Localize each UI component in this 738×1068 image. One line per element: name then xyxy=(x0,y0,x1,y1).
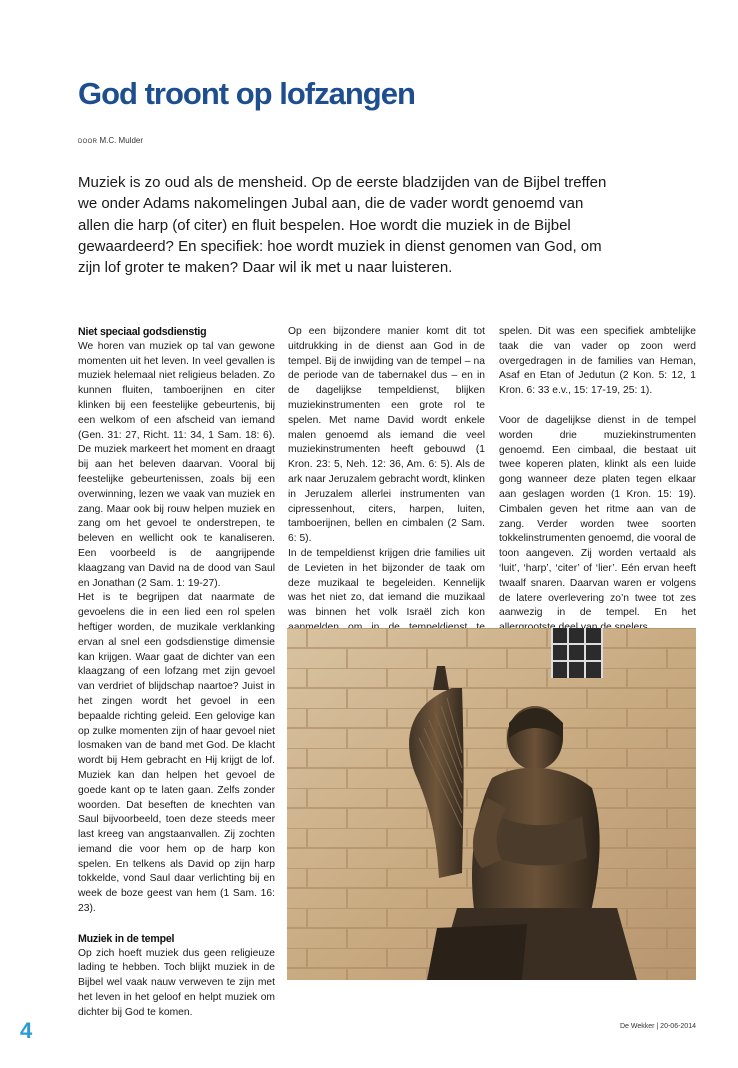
body-paragraph: We horen van muziek op tal van gewone momenten uit het leven. In veel gevallen is muziek helemaal niet religieus beladen. Zo kunnen fluiten, tamboerijnen en citer klinken bij een feestelijke gebeurtenis, bij een welkom of een afscheid van iemand (Gen. 31: 27, Richt. 11: 34, 1 Sam. 18: 6). De muziek markeert het moment en draagt bij aan het beleven daarvan. Vooral bij feestelijke gebeurtenissen, zoals bij een overwinning, lezen we vaak van muziek en zang. Maar ook bij rouw helpen muziek en zang om het gevoel te onderstrepen, te beleven en wellicht ook te kanaliseren. Een voorbeeld is de aangrijpende klaagzang van David na de dood van Saul en Jonathan (2 Sam. 1: 19-27). xyxy=(78,340,275,589)
byline xyxy=(78,136,143,145)
body-paragraph: In de tempeldienst krijgen drie families uit de Levieten in het bijzonder de taak om deze muzikaal te begeleiden. Kennelijk was het niet zo, dat iemand die muzikaal was binnen het volk Israël zich kon xyxy=(288,547,485,619)
intro-paragraph: Muziek is zo oud als de mensheid. Op de eerste bladzijden van de Bijbel treffen we onder Adams nakomelingen Jubal aan, die de vader wordt genoemd van allen die harp (of citer) en fluit bespelen. Hoe wordt die muziek in de Bijbel gewaardeerd? En specifiek: hoe wordt muziek in dienst genomen van God, om zijn lof groter te maken? Daar wil ik met u naar luisteren. xyxy=(78,174,607,277)
body-paragraph: Op een bijzondere manier komt dit tot uitdrukking in de dienst aan God in de tempel. Bij de inwijding van de tempel – na de periode van de tabernakel dus – en in de dagelijkse tempeldienst, blijken muziekinstrumenten een grote rol te spelen. Met name David wordt enkele malen genoemd als iemand die veel muziekinstrumenten heeft gebouwd (1 Kron. 23: 5, Neh. 12: 36, Am. 6: 5). Als de ark naar Jeruzalem gebracht wordt, klinken in Jeruzalem allerlei instrumenten van cipressenhout, citers, harpen, luiten, tamboerijnen, bellen en cimbalen (2 Sam. 6: 5). xyxy=(288,326,485,545)
body-paragraph: Op zich hoeft muziek dus geen religieuze lading te hebben. Toch blijkt muziek in de Bijbel wel vaak nauw verweven te zijn met het leven in het geloof en helpt muziek om dichter bij God te komen. xyxy=(78,947,275,1018)
text-column-3 xyxy=(499,325,696,636)
statue-of-david-with-harp-image xyxy=(287,628,696,980)
text-column-1 xyxy=(78,325,275,1021)
byline-prefix: DOOR xyxy=(78,139,98,145)
page-number: 4 xyxy=(20,1018,33,1043)
article-title: God troont op lofzangen xyxy=(78,76,415,111)
body-paragraph: spelen. Dit was een specifiek ambtelijke taak die van vader op zoon werd overgedragen in de families van Heman, Asaf en Etan of Jedutun (2 Kon. 5: 12, 1 Kron. 6: 33 e.v., 15: 17-19, 25: 1). xyxy=(499,326,696,397)
author-name: M.C. Mulder xyxy=(99,136,143,145)
text-column-2 xyxy=(288,325,485,651)
body-paragraph: Voor de dagelijkse dienst in de tempel worden drie muziekinstrumenten genoemd. Een cimbaal, die bestaat uit twee koperen platen, klinkt als een luide gong wanneer deze platen tegen elkaar aan geslagen worden (1 Kron. 15: 19). Cimbalen geven het ritme aan van de zang. Verder worden twee soorten tokkelinstrumenten genoemd, die vooral de toon aangeven. Zij worden vertaald als ‘luit’, ‘harp’, ‘citer’ of ‘lier’. Eén ervan heeft twaalf snaren. Daarvan waren er volgens de latere overlevering zo’n twee tot zes aanwezig in de tempel. En het xyxy=(499,414,696,619)
statue-photo xyxy=(287,628,696,980)
body-paragraph: Het is te begrijpen dat naarmate de gevoelens die in een lied een rol spelen heftiger worden, de muzikale verklanking ervan al snel een godsdienstige dimensie kan krijgen. Waar gaat de dichter van een klaagzang of een lofzang met zijn gevoel van verdriet of blijdschap naartoe? Juist in het zingen wordt het gevoel in een bepaalde richting geleid. Een gelovige kan op zulke momenten zijn of haar gevoel niet losmaken van de band met God. De klacht wordt bij Hem gebracht en Hij krijgt de lof. Muziek kan dan helpen het gevoel de goede kant op te laten gaan. Zelfs zonder woorden. Dat beseften de knechten van Saul bijvoorbeeld, toen deze steeds meer last kreeg van angstaanvallen. Zij zochten iemand die voor hem op de harp kon spelen. En telkens als David op zijn harp tokkelde, vond Saul daar verlichting bij en week de boze geest van hem (1 Sam. 16: 23). xyxy=(78,592,275,915)
section-heading-niet-speciaal: Niet speciaal godsdienstig xyxy=(78,326,207,338)
section-heading-muziek-tempel: Muziek in de tempel xyxy=(78,932,175,945)
publication-footer: De Wekker | 20-06-2014 xyxy=(619,1023,696,1030)
